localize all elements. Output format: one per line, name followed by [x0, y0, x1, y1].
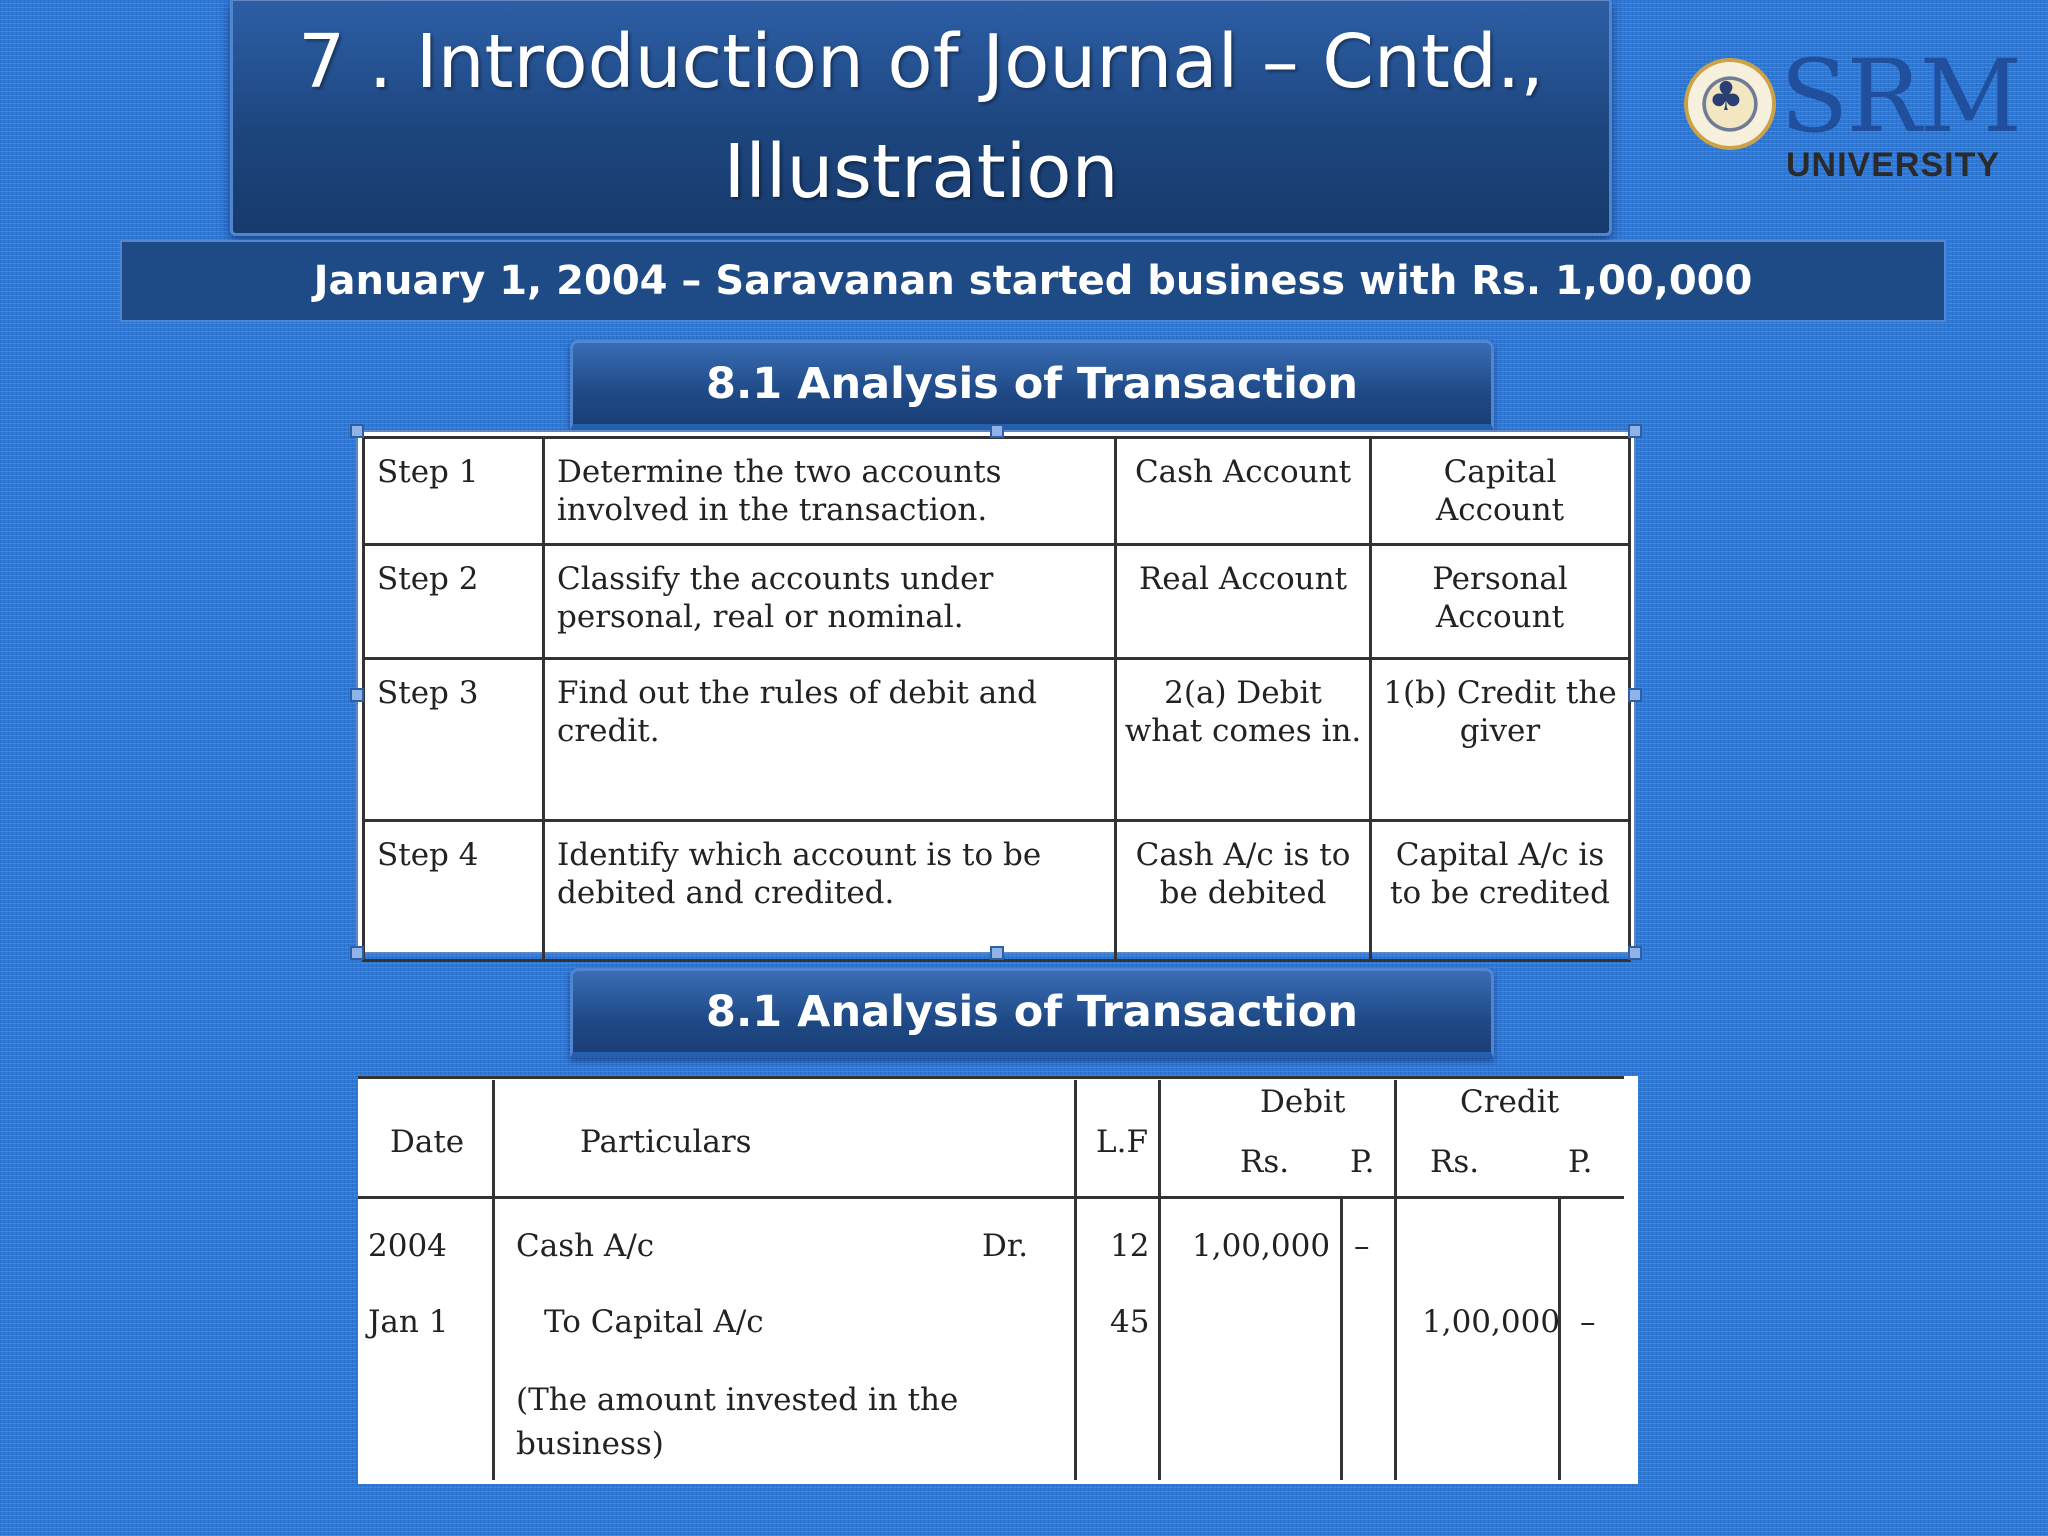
- step-cell: Step 1: [364, 438, 544, 545]
- university-logo: [1684, 38, 2021, 206]
- journal-rule: [358, 1196, 1624, 1199]
- step-description: Determine the two accounts involved in the transaction.: [544, 438, 1116, 545]
- entry-narration-2: business): [516, 1426, 664, 1462]
- section-heading-text: 8.1 Analysis of Transaction: [706, 986, 1358, 1037]
- header-credit-rs: Rs.: [1430, 1144, 1480, 1180]
- logo-name: SRM: [1780, 38, 2021, 155]
- entry-lf-credit: 45: [1110, 1304, 1150, 1340]
- resize-handle[interactable]: [350, 424, 364, 438]
- table-row: [364, 821, 1630, 961]
- resize-handle[interactable]: [1628, 688, 1642, 702]
- step-description: Identify which account is to be debited and credited.: [544, 821, 1116, 961]
- section-heading-analysis: [570, 340, 1494, 430]
- table-row: [364, 545, 1630, 659]
- step-cell: Step 2: [364, 545, 544, 659]
- entry-credit-account: To Capital A/c: [544, 1304, 764, 1340]
- analysis-grid: [362, 436, 1631, 962]
- credit-account-cell: Personal Account: [1371, 545, 1630, 659]
- debit-account-cell: Real Account: [1116, 545, 1371, 659]
- resize-handle[interactable]: [990, 424, 1004, 438]
- credit-account-cell: Capital Account: [1371, 438, 1630, 545]
- resize-handle[interactable]: [350, 946, 364, 960]
- entry-dr: Dr.: [982, 1228, 1029, 1264]
- logo-subtitle: UNIVERSITY: [1786, 146, 2001, 184]
- entry-credit-amount: 1,00,000: [1422, 1304, 1561, 1340]
- header-credit: Credit: [1460, 1084, 1560, 1120]
- entry-debit-paise: –: [1354, 1228, 1370, 1264]
- journal-rule: [358, 1076, 1624, 1079]
- logo-tagline: · · · · · · · · · · · · ·: [1790, 184, 1950, 196]
- resize-handle[interactable]: [1628, 424, 1642, 438]
- header-debit-rs: Rs.: [1240, 1144, 1290, 1180]
- header-debit-p: P.: [1350, 1144, 1375, 1180]
- debit-account-cell: Cash A/c is to be debited: [1116, 821, 1371, 961]
- journal-divider: [492, 1080, 495, 1480]
- journal-divider: [1394, 1080, 1397, 1480]
- header-debit: Debit: [1260, 1084, 1346, 1120]
- journal-divider: [1158, 1080, 1161, 1480]
- tree-icon: ♣: [1708, 74, 1744, 120]
- entry-debit-account: Cash A/c: [516, 1228, 655, 1264]
- slide-title: [298, 7, 1544, 227]
- journal-divider: [1074, 1080, 1077, 1480]
- header-lf: L.F: [1096, 1124, 1148, 1160]
- resize-handle[interactable]: [350, 688, 364, 702]
- step-description: Find out the rules of debit and credit.: [544, 659, 1116, 821]
- entry-year: 2004: [368, 1228, 447, 1264]
- title-line-1: 7 . Introduction of Journal – Cntd.,: [298, 18, 1544, 105]
- transaction-bar: [120, 240, 1946, 322]
- analysis-table: [356, 430, 1636, 954]
- debit-account-cell: 2(a) Debit what comes in.: [1116, 659, 1371, 821]
- journal-table: [358, 1076, 1638, 1484]
- table-row: [364, 438, 1630, 545]
- debit-account-cell: Cash Account: [1116, 438, 1371, 545]
- transaction-text: January 1, 2004 – Saravanan started business with Rs. 1,00,000: [313, 258, 1753, 304]
- journal-divider: [1340, 1198, 1343, 1480]
- header-credit-p: P.: [1568, 1144, 1593, 1180]
- title-line-2: Illustration: [723, 128, 1119, 215]
- section-heading-text: 8.1 Analysis of Transaction: [706, 358, 1358, 409]
- credit-account-cell: Capital A/c is to be credited: [1371, 821, 1630, 961]
- entry-narration-1: (The amount invested in the: [516, 1382, 959, 1418]
- entry-credit-paise: –: [1580, 1304, 1596, 1340]
- entry-date: Jan 1: [368, 1304, 449, 1340]
- header-particulars: Particulars: [580, 1124, 752, 1160]
- entry-debit-amount: 1,00,000: [1192, 1228, 1331, 1264]
- entry-lf-debit: 12: [1110, 1228, 1150, 1264]
- resize-handle[interactable]: [1628, 946, 1642, 960]
- step-cell: Step 3: [364, 659, 544, 821]
- step-description: Classify the accounts under personal, real or nominal.: [544, 545, 1116, 659]
- resize-handle[interactable]: [990, 946, 1004, 960]
- section-heading-journal: [570, 968, 1494, 1058]
- credit-account-cell: 1(b) Credit the giver: [1371, 659, 1630, 821]
- header-date: Date: [390, 1124, 465, 1160]
- step-cell: Step 4: [364, 821, 544, 961]
- table-row: [364, 659, 1630, 821]
- title-banner: [230, 0, 1612, 236]
